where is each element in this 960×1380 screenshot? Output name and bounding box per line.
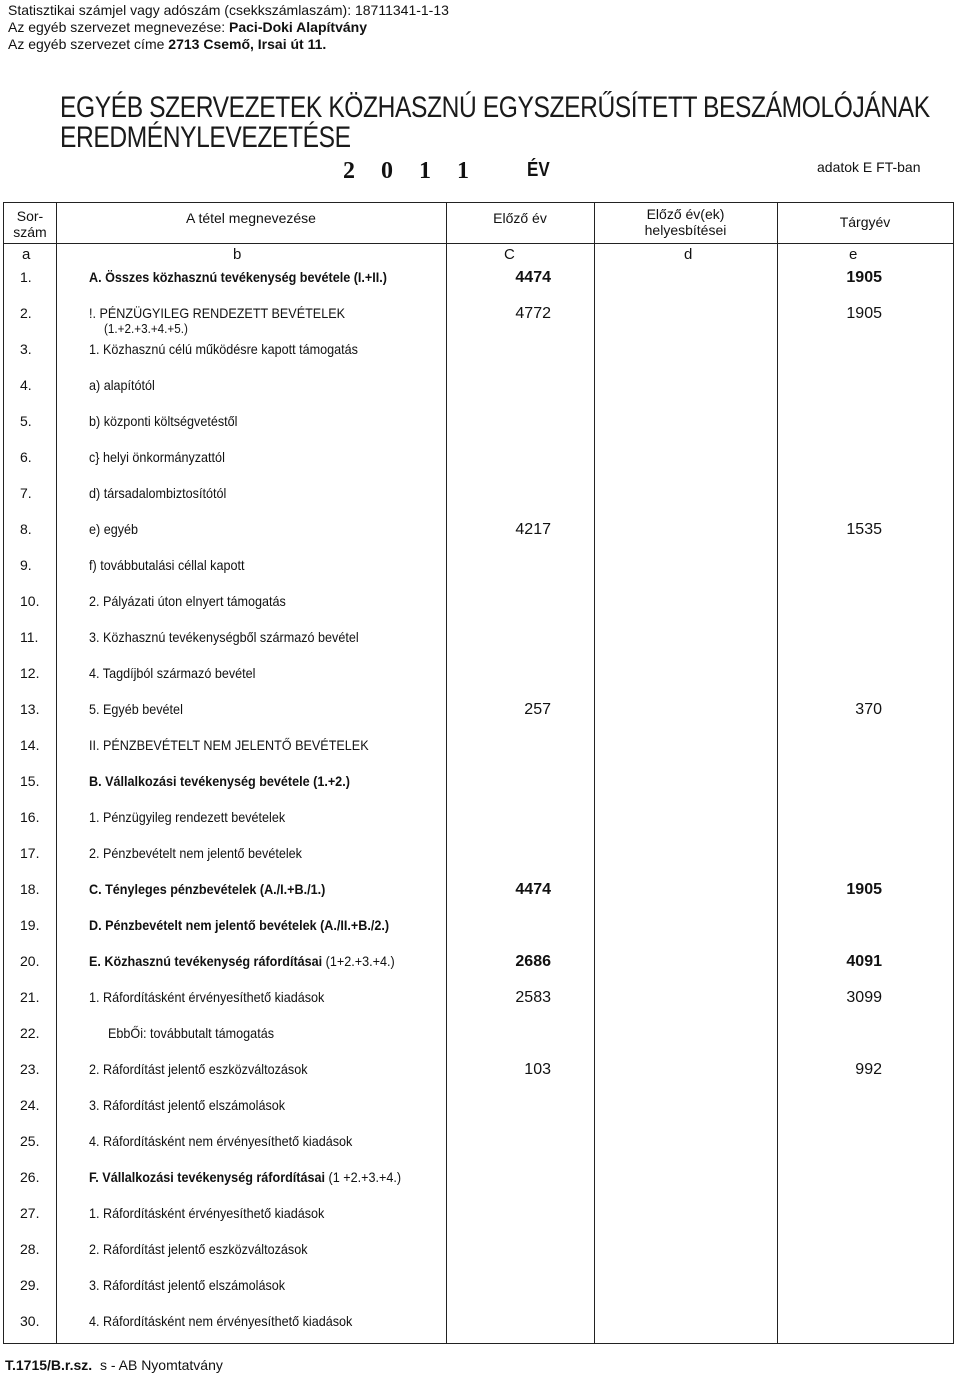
- row-label-text: b) központi költségvetéstől: [89, 413, 238, 429]
- report-year: 2 0 1 1: [343, 158, 479, 184]
- row-current-year-value: 1905: [846, 305, 882, 322]
- row-label: [89, 845, 302, 861]
- row-label-text: 4. Tagdíjból származó bevétel: [89, 665, 256, 681]
- row-label-text: 4. Ráfordításként nem érvényesíthető kiadások: [89, 1313, 353, 1329]
- row-label: [89, 665, 255, 681]
- row-label-text: e) egyéb: [89, 521, 139, 537]
- row-number: 10.: [20, 593, 40, 609]
- row-label-text: 1. Ráfordításként érvényesíthető kiadások: [89, 989, 325, 1005]
- row-label: [89, 737, 369, 753]
- row-label-text: D. Pénzbevételt nem jelentő bevételek (A./II.+B./2.): [89, 917, 390, 933]
- row-label: [89, 1313, 352, 1329]
- row-number: 27.: [20, 1205, 40, 1221]
- row-label: [89, 917, 389, 933]
- row-label: [89, 1277, 285, 1293]
- col-header-targyev: Tárgyév: [839, 214, 891, 230]
- row-previous-year-value: 2583: [515, 989, 551, 1006]
- row-number: 29.: [20, 1277, 40, 1293]
- row-label: [89, 377, 155, 393]
- row-number: 26.: [20, 1169, 40, 1185]
- row-current-year-value: 1905: [846, 881, 882, 898]
- row-previous-year-value: 4474: [515, 269, 551, 286]
- col-header-helyesbites: [594, 206, 777, 238]
- row-previous-year-value: 257: [524, 701, 551, 718]
- col-header-helyesbites-2: helyesbítései: [644, 222, 727, 238]
- row-number: 13.: [20, 701, 40, 717]
- col-letter-c: C: [504, 246, 515, 263]
- row-label-text: 2. Ráfordítást jelentő eszközváltozások: [89, 1061, 308, 1077]
- row-current-year-value: 3099: [846, 989, 882, 1006]
- row-number: 12.: [20, 665, 40, 681]
- row-label-text: f) továbbutalási céllal kapott: [89, 557, 245, 573]
- col-header-sorszam-2: szám: [13, 224, 47, 240]
- year-label: ÉV: [527, 159, 550, 181]
- row-label-text: c} helyi önkormányzattól: [89, 449, 225, 465]
- row-label: [89, 1241, 308, 1257]
- row-number: 6.: [20, 449, 32, 465]
- row-previous-year-value: 2686: [515, 953, 551, 970]
- row-label-text: B. Vállalkozási tevékenység bevétele (1.+2.): [89, 773, 350, 789]
- form-footer: [5, 1357, 223, 1373]
- row-number: 14.: [20, 737, 40, 753]
- row-number: 7.: [20, 485, 32, 501]
- form-code: T.1715/B.r.sz.: [5, 1357, 93, 1373]
- row-label: [89, 269, 387, 285]
- row-label-text: 5. Egyéb bevétel: [89, 701, 183, 717]
- header-line-1: Statisztikai számjel vagy adószám (csekkszámlaszám): 18711341-1-13: [8, 2, 449, 18]
- row-current-year-value: 370: [855, 701, 882, 718]
- row-number: 17.: [20, 845, 40, 861]
- row-label: [89, 449, 225, 465]
- row-label: [89, 881, 325, 897]
- row-label: [89, 305, 345, 321]
- row-label-text: !. PÉNZÜGYILEG RENDEZETT BEVÉTELEK: [89, 305, 346, 321]
- row-label-text: F. Vállalkozási tevékenység ráfordításai: [89, 1169, 326, 1185]
- row-label-text: E. Közhasznú tevékenység ráfordításai: [89, 953, 323, 969]
- row-previous-year-value: 103: [524, 1061, 551, 1078]
- row-label-text: EbbŐi: továbbutalt támogatás: [108, 1025, 275, 1041]
- org-name-value: Paci-Doki Alapítvány: [229, 19, 367, 35]
- row-label-text: 2. Pályázati úton elnyert támogatás: [89, 593, 286, 609]
- row-label: [89, 341, 358, 357]
- col-header-helyesbites-1: Előző év(ek): [646, 206, 725, 222]
- col-header-elozo-ev: Előző év: [493, 210, 547, 226]
- row-previous-year-value: 4772: [515, 305, 551, 322]
- row-label-text: A. Összes közhasznú tevékenység bevétele (I.+II.): [89, 269, 387, 285]
- col-letter-d: d: [684, 246, 693, 263]
- row-label-text: 4. Ráfordításként nem érvényesíthető kiadások: [89, 1133, 353, 1149]
- row-number: 21.: [20, 989, 40, 1005]
- row-current-year-value: 4091: [846, 953, 882, 970]
- form-footer-text: s - AB Nyomtatvány: [99, 1357, 223, 1373]
- row-label: [89, 1169, 401, 1185]
- row-current-year-value: 992: [855, 1061, 882, 1078]
- col-letter-a: a: [22, 246, 31, 263]
- row-number: 2.: [20, 305, 32, 321]
- row-number: 19.: [20, 917, 40, 933]
- report-table: [3, 202, 954, 1344]
- row-previous-year-value: 4217: [515, 521, 551, 538]
- row-label: [89, 557, 244, 573]
- row-number: 11.: [20, 629, 39, 645]
- row-label-text: 1. Pénzügyileg rendezett bevételek: [89, 809, 286, 825]
- row-current-year-value: 1905: [846, 269, 882, 286]
- row-number: 22.: [20, 1025, 40, 1041]
- row-label-text: 1. Közhasznú célú működésre kapott támogatás: [89, 341, 358, 357]
- col-header-megnevezes: A tétel megnevezése: [186, 210, 316, 226]
- row-label-text: 3. Ráfordítást jelentő elszámolások: [89, 1277, 286, 1293]
- org-address-label: Az egyéb szervezet címe: [8, 36, 169, 52]
- row-label: [89, 1061, 308, 1077]
- col-letter-b: b: [233, 246, 242, 263]
- report-title-line-1: EGYÉB SZERVEZETEK KÖZHASZNÚ EGYSZERŰSÍTETT BESZÁMOLÓJÁNAK: [60, 91, 930, 124]
- row-number: 4.: [20, 377, 32, 393]
- row-label-text: 3. Ráfordítást jelentő elszámolások: [89, 1097, 286, 1113]
- row-number: 9.: [20, 557, 32, 573]
- row-current-year-value: 1535: [846, 521, 882, 538]
- row-label: [89, 701, 183, 717]
- row-label-text: d) társadalombiztosítótól: [89, 485, 227, 501]
- row-label: [89, 593, 286, 609]
- row-number: 24.: [20, 1097, 40, 1113]
- row-label: [89, 1097, 285, 1113]
- row-number: 20.: [20, 953, 40, 969]
- row-number: 15.: [20, 773, 40, 789]
- org-name-label: Az egyéb szervezet megnevezése:: [8, 19, 230, 35]
- row-label: [89, 521, 138, 537]
- row-label: [89, 1133, 352, 1149]
- report-title-line-2: EREDMÉNYLEVEZETÉSE: [60, 121, 351, 154]
- unit-label: adatok E FT-ban: [817, 159, 921, 175]
- row-label-continuation: (1.+2.+3.+4.+5.): [104, 321, 188, 336]
- row-label: [89, 629, 359, 645]
- row-number: 30.: [20, 1313, 40, 1329]
- row-number: 3.: [20, 341, 32, 357]
- row-label: [89, 413, 237, 429]
- row-label-text: 2. Ráfordítást jelentő eszközváltozások: [89, 1241, 308, 1257]
- row-label-text: C. Tényleges pénzbevételek (A./I.+B./1.): [89, 881, 326, 897]
- row-number: 5.: [20, 413, 32, 429]
- row-label-text: a) alapítótól: [89, 377, 155, 393]
- col-letter-e: e: [849, 246, 858, 263]
- row-number: 28.: [20, 1241, 40, 1257]
- row-label-text: II. PÉNZBEVÉTELT NEM JELENTŐ BEVÉTELEK: [89, 737, 369, 753]
- header-line-3: [8, 36, 326, 53]
- row-number: 18.: [20, 881, 40, 897]
- org-address-value: 2713 Csemő, Irsai út 11.: [168, 36, 327, 52]
- row-label-suffix: (1 +2.+3.+4.): [325, 1169, 402, 1185]
- row-label: [108, 1025, 274, 1041]
- row-number: 23.: [20, 1061, 40, 1077]
- row-previous-year-value: 4474: [515, 881, 551, 898]
- row-label-text: 2. Pénzbevételt nem jelentő bevételek: [89, 845, 302, 861]
- row-number: 1.: [20, 269, 32, 285]
- row-number: 25.: [20, 1133, 40, 1149]
- row-number: 8.: [20, 521, 32, 537]
- row-number: 16.: [20, 809, 40, 825]
- row-label: [89, 989, 324, 1005]
- row-label: [89, 485, 226, 501]
- row-label: [89, 1205, 324, 1221]
- row-label: [89, 809, 285, 825]
- row-label: [89, 773, 350, 789]
- header-line-2: [8, 19, 367, 36]
- col-header-sorszam: [4, 208, 56, 240]
- row-label-text: 3. Közhasznú tevékenységből származó bevétel: [89, 629, 359, 645]
- row-label-suffix: (1+2.+3.+4.): [322, 953, 395, 969]
- row-label-text: 1. Ráfordításként érvényesíthető kiadások: [89, 1205, 325, 1221]
- col-header-sorszam-1: Sor-: [16, 208, 44, 224]
- row-label: [89, 953, 395, 969]
